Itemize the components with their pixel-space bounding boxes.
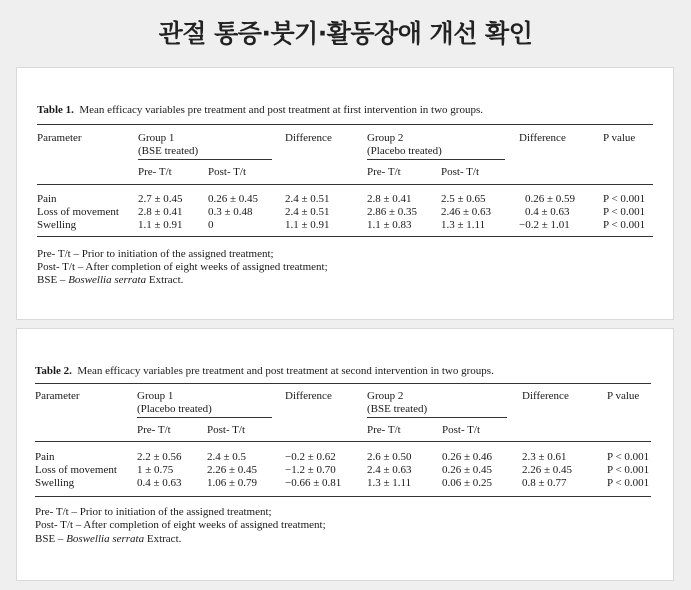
header-pre: Pre- T/t (367, 424, 401, 436)
row-parameter: Loss of movement (35, 464, 117, 476)
footnote-bse-species: Boswellia serrata (68, 274, 147, 286)
header-post: Post- T/t (208, 166, 247, 178)
table-card-2 (16, 328, 674, 581)
cell-difference-2: 2.3 ± 0.61 (522, 451, 567, 463)
cell-group-1-pre: 2.8 ± 0.41 (138, 206, 183, 218)
cell-group-2-post: 0.06 ± 0.25 (442, 477, 493, 489)
cell-group-1-pre: 1 ± 0.75 (137, 464, 174, 476)
cell-p-value: P < 0.001 (603, 219, 646, 231)
cell-difference-2: 0.26 ± 0.59 (525, 193, 576, 205)
cell-p-value: P < 0.001 (603, 193, 646, 205)
table-label: Table 1. (37, 104, 74, 116)
cell-difference-2: 0.8 ± 0.77 (522, 477, 567, 489)
header-difference-1: Difference (285, 132, 332, 144)
table-caption-text: Mean efficacy variables pre treatment and post treatment at second intervention in two groups. (77, 365, 494, 377)
bottom-rule (37, 236, 653, 237)
row-parameter: Loss of movement (37, 206, 119, 218)
header-group-1-sub: (Placebo treated) (137, 403, 212, 415)
cell-difference-1: 2.4 ± 0.51 (285, 206, 330, 218)
table-label: Table 2. (35, 365, 72, 377)
table-caption (37, 104, 483, 116)
header-p-value: P value (607, 390, 640, 402)
header-group-1: Group 1 (138, 132, 175, 144)
footnote-bse-prefix: BSE – (37, 274, 69, 286)
cell-group-2-pre: 2.4 ± 0.63 (367, 464, 412, 476)
header-group-1-sub: (BSE treated) (138, 145, 199, 157)
header-group-2-sub: (Placebo treated) (367, 145, 442, 157)
cell-group-1-post: 2.26 ± 0.45 (207, 464, 258, 476)
cell-group-1-post: 0 (208, 219, 214, 231)
top-rule (37, 124, 653, 125)
table-card-1 (16, 67, 674, 320)
header-parameter: Parameter (35, 390, 80, 402)
cell-group-1-pre: 0.4 ± 0.63 (137, 477, 182, 489)
cell-group-1-post: 0.26 ± 0.45 (208, 193, 259, 205)
cell-group-1-pre: 1.1 ± 0.91 (138, 219, 183, 231)
cell-difference-1: −0.2 ± 0.62 (285, 451, 336, 463)
top-rule (35, 383, 651, 384)
table-caption (35, 365, 494, 377)
cell-group-2-pre: 1.1 ± 0.83 (367, 219, 412, 231)
cell-group-2-pre: 1.3 ± 1.11 (367, 477, 412, 489)
group-1-rule (137, 417, 272, 418)
cell-group-1-pre: 2.2 ± 0.56 (137, 451, 182, 463)
header-pre: Pre- T/t (367, 166, 401, 178)
footnote-bse-species: Boswellia serrata (66, 533, 145, 545)
row-parameter: Pain (37, 193, 57, 205)
footnote-pre: Pre- T/t – Prior to initiation of the assigned treatment; (35, 506, 272, 518)
header-pre: Pre- T/t (137, 424, 171, 436)
page-heading: 관절 통증·붓기·활동장애 개선 확인 (158, 19, 533, 48)
header-group-2: Group 2 (367, 390, 404, 402)
cell-difference-1: 1.1 ± 0.91 (285, 219, 330, 231)
cell-group-1-pre: 2.7 ± 0.45 (138, 193, 183, 205)
header-difference-1: Difference (285, 390, 332, 402)
cell-difference-1: −1.2 ± 0.70 (285, 464, 336, 476)
cell-p-value: P < 0.001 (607, 477, 650, 489)
cell-difference-2: −0.2 ± 1.01 (519, 219, 570, 231)
cell-group-2-post: 2.5 ± 0.65 (441, 193, 486, 205)
header-post: Post- T/t (207, 424, 246, 436)
group-1-rule (138, 159, 272, 160)
cell-group-2-pre: 2.6 ± 0.50 (367, 451, 412, 463)
footnote-bse-suffix: Extract. (146, 274, 184, 286)
cell-difference-1: 2.4 ± 0.51 (285, 193, 330, 205)
bottom-rule (35, 496, 651, 497)
cell-group-2-pre: 2.86 ± 0.35 (367, 206, 418, 218)
cell-group-2-pre: 2.8 ± 0.41 (367, 193, 412, 205)
footnote-post: Post- T/t – After completion of eight weeks of assigned treatment; (35, 519, 326, 531)
footnote-bse-suffix: Extract. (144, 533, 182, 545)
header-post: Post- T/t (441, 166, 480, 178)
cell-group-2-post: 1.3 ± 1.11 (441, 219, 486, 231)
row-parameter: Swelling (37, 219, 77, 231)
group-2-rule (367, 159, 505, 160)
cell-p-value: P < 0.001 (603, 206, 646, 218)
header-group-2-sub: (BSE treated) (367, 403, 428, 415)
header-group-1: Group 1 (137, 390, 174, 402)
header-difference-2: Difference (519, 132, 566, 144)
footnote-bse (35, 533, 181, 546)
header-difference-2: Difference (522, 390, 569, 402)
footnote-bse (37, 274, 183, 287)
cell-group-2-post: 0.26 ± 0.46 (442, 451, 493, 463)
cell-group-2-post: 0.26 ± 0.45 (442, 464, 493, 476)
footnote-post: Post- T/t – After completion of eight weeks of assigned treatment; (37, 261, 328, 273)
cell-group-1-post: 2.4 ± 0.5 (207, 451, 247, 463)
cell-difference-2: 2.26 ± 0.45 (522, 464, 573, 476)
cell-group-1-post: 1.06 ± 0.79 (207, 477, 258, 489)
cell-difference-2: 0.4 ± 0.63 (525, 206, 570, 218)
header-post: Post- T/t (442, 424, 481, 436)
cell-p-value: P < 0.001 (607, 464, 650, 476)
row-parameter: Pain (35, 451, 55, 463)
cell-group-1-post: 0.3 ± 0.48 (208, 206, 253, 218)
header-p-value: P value (603, 132, 636, 144)
header-pre: Pre- T/t (138, 166, 172, 178)
header-rule (37, 184, 653, 185)
header-rule (35, 441, 651, 442)
cell-difference-1: −0.66 ± 0.81 (285, 477, 342, 489)
cell-group-2-post: 2.46 ± 0.63 (441, 206, 492, 218)
row-parameter: Swelling (35, 477, 75, 489)
header-parameter: Parameter (37, 132, 82, 144)
table-caption-text: Mean efficacy variables pre treatment and post treatment at first intervention in two groups. (79, 104, 483, 116)
footnote-pre: Pre- T/t – Prior to initiation of the assigned treatment; (37, 248, 274, 260)
group-2-rule (367, 417, 507, 418)
footnote-bse-prefix: BSE – (35, 533, 67, 545)
header-group-2: Group 2 (367, 132, 404, 144)
cell-p-value: P < 0.001 (607, 451, 650, 463)
